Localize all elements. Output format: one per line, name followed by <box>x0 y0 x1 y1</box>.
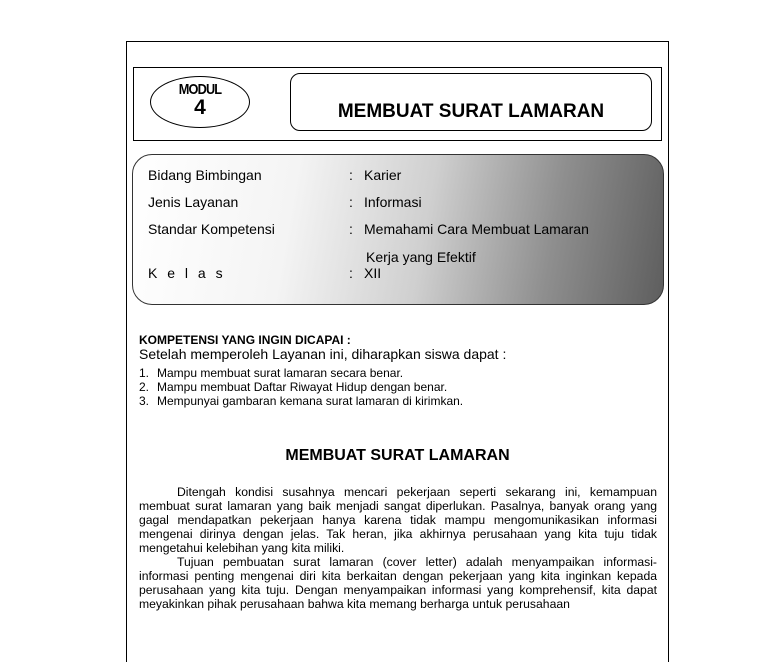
kompetensi-list <box>139 366 659 408</box>
modul-badge <box>150 76 250 128</box>
list-item: 2. Mampu membuat Daftar Riwayat Hidup dengan benar. <box>139 380 448 394</box>
info-label-layanan: Jenis Layanan <box>148 194 239 210</box>
modul-label: MODUL <box>178 81 222 98</box>
module-title: MEMBUAT SURAT LAMARAN <box>337 101 605 122</box>
info-value-standar: Memahami Cara Membuat Lamaran <box>364 221 589 237</box>
module-title-box <box>290 73 652 131</box>
info-panel <box>132 154 664 305</box>
info-colon: : <box>349 194 353 210</box>
info-value-layanan: Informasi <box>364 194 422 210</box>
info-colon: : <box>349 221 353 237</box>
info-colon: : <box>349 167 353 183</box>
info-value-standar-continuation: Kerja yang Efektif <box>366 249 476 265</box>
paragraph: Tujuan pembuatan surat lamaran (cover letter) adalah menyampaikan informasi-informasi penting mengenai diri kita berkaitan dengan pekerjaan yang kita inginkan kepada perusahaan yang kita tuju. Dengan menyampaikan informasi yang komprehensif, kita dapat meyakinkan pihak perusahaan bahwa kita memang berharga untuk perusahaan <box>139 555 657 611</box>
kompetensi-intro: Setelah memperoleh Layanan ini, diharapkan siswa dapat : <box>139 346 507 362</box>
body-text <box>139 485 657 611</box>
section-title: MEMBUAT SURAT LAMARAN <box>285 447 510 464</box>
kompetensi-title: KOMPETENSI YANG INGIN DICAPAI : <box>139 333 351 347</box>
info-value-kelas: XII <box>364 265 382 281</box>
info-value-bidang: Karier <box>364 167 402 183</box>
info-label-kelas: K e l a s <box>148 265 226 281</box>
info-label-bidang: Bidang Bimbingan <box>148 167 262 183</box>
info-colon: : <box>349 265 353 281</box>
list-item: 1. Mampu membuat surat lamaran secara benar. <box>139 366 404 380</box>
document-page <box>126 41 669 662</box>
modul-number: 4 <box>194 96 206 119</box>
module-header <box>133 67 662 141</box>
paragraph: Ditengah kondisi susahnya mencari pekerjaan seperti sekarang ini, kemampuan membuat surat lamaran yang baik menjadi sangat diperlukan. Pasalnya, banyak orang yang gagal mendapatkan pekerjaan hanya karena tidak mampu mengomunikasikan informasi mengenai dirinya dengan jelas. Tak heran, jika akhirnya perusahaan yang kita tuju tidak mengetahui kelebihan yang kita miliki. <box>139 485 657 555</box>
list-item: 3. Mempunyai gambaran kemana surat lamaran di kirimkan. <box>139 394 464 408</box>
info-label-standar: Standar Kompetensi <box>148 221 275 237</box>
